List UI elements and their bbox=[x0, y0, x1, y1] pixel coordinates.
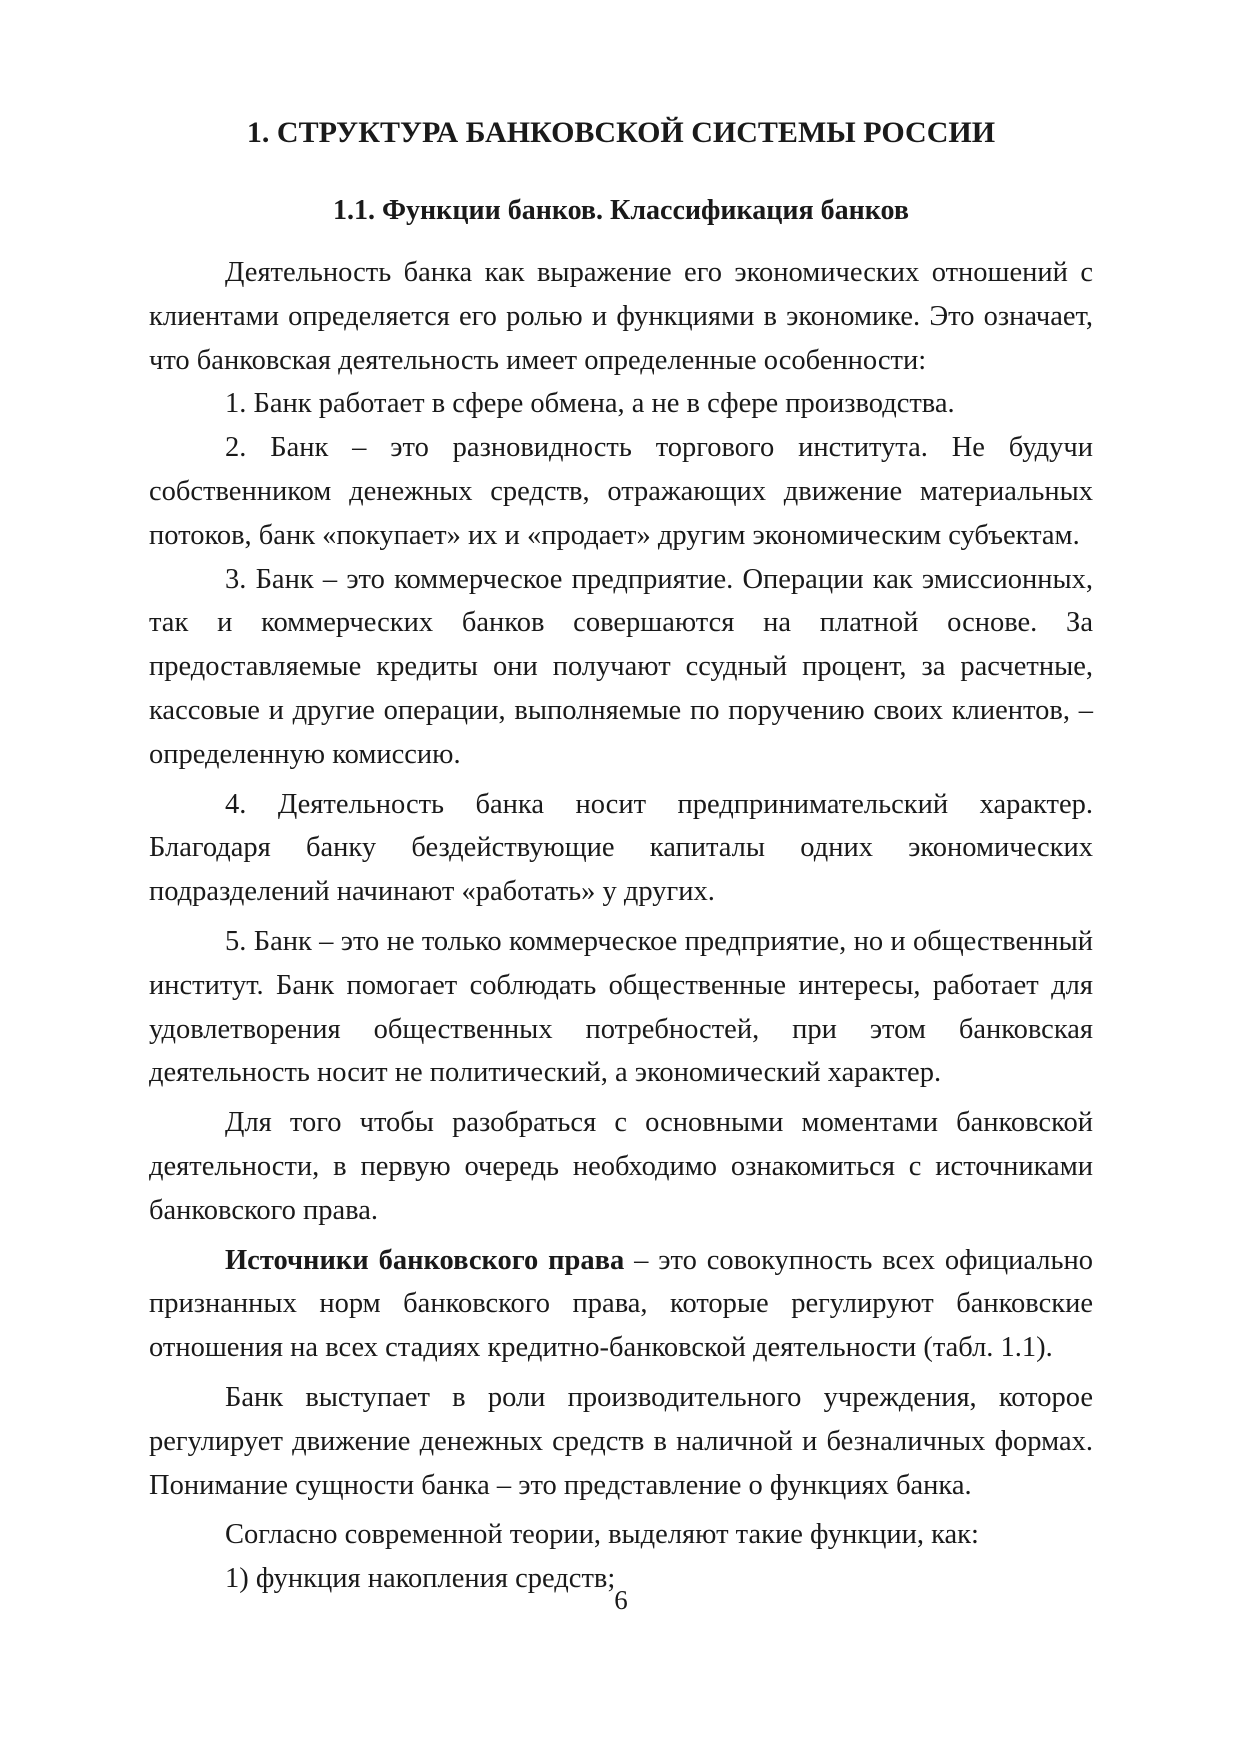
section-title: 1.1. Функции банков. Классификация банков bbox=[333, 195, 909, 226]
paragraph-feature-3: 3. Банк – это коммерческое предприятие. Операции как эмиссионных, так и коммерческих банков совершаются на платной основе. За предоставляемые кредиты они получают ссудный процент, за расчетные, кассовые и другие операции, выполняемые по поручению своих клиентов, – определенную комиссию. bbox=[149, 563, 1093, 770]
chapter-title: 1. СТРУКТУРА БАНКОВСКОЙ СИСТЕМЫ РОССИИ bbox=[246, 116, 996, 149]
paragraph-feature-5: 5. Банк – это не только коммерческое предприятие, но и общественный институт. Банк помогает соблюдать общественные интересы, работает для удовлетворения общественных потребностей, при этом банковская деятельность носит не политический, а экономический характер. bbox=[149, 925, 1093, 1089]
body-text bbox=[149, 251, 1093, 1601]
page-number: 6 bbox=[614, 1585, 628, 1615]
paragraph-intro: Деятельность банка как выражение его экономических отношений с клиентами определяется его ролью и функциями в экономике. Это означает, что банковская деятельность имеет определенные особенности: bbox=[149, 257, 1093, 376]
paragraph-feature-1: 1. Банк работает в сфере обмена, а не в сфере производства. bbox=[225, 388, 955, 420]
definition-term: Источники банковского права bbox=[225, 1244, 625, 1276]
paragraph-functions-intro: Согласно современной теории, выделяют такие функции, как: bbox=[225, 1519, 979, 1551]
paragraph-feature-4: 4. Деятельность банка носит предпринимательский характер. Благодаря банку бездействующие капиталы одних экономических подразделений начинают «работать» у других. bbox=[149, 788, 1093, 908]
paragraph-bank-role: Банк выступает в роли производительного учреждения, которое регулирует движение денежных средств в наличной и безналичных формах. Понимание сущности банка – это представление о функциях банка. bbox=[149, 1381, 1093, 1501]
definition-text: – это совокупность всех официально признанных норм банковского права, которые регулируют банковские отношения на всех стадиях кредитно-банковской деятельности (табл. 1.1). bbox=[149, 1244, 1093, 1364]
paragraph-function-1: 1) функция накопления средств; bbox=[225, 1563, 616, 1595]
paragraph-sources-intro: Для того чтобы разобраться с основными моментами банковской деятельности, в первую очередь необходимо ознакомиться с источниками банковского права. bbox=[149, 1107, 1093, 1226]
document-page bbox=[149, 0, 1093, 1754]
paragraph-feature-2: 2. Банк – это разновидность торгового института. Не будучи собственником денежных средств, отражающих движение материальных потоков, банк «покупает» их и «продает» другим экономическим субъектам. bbox=[149, 432, 1093, 551]
paragraph-definition bbox=[149, 1239, 1093, 1370]
